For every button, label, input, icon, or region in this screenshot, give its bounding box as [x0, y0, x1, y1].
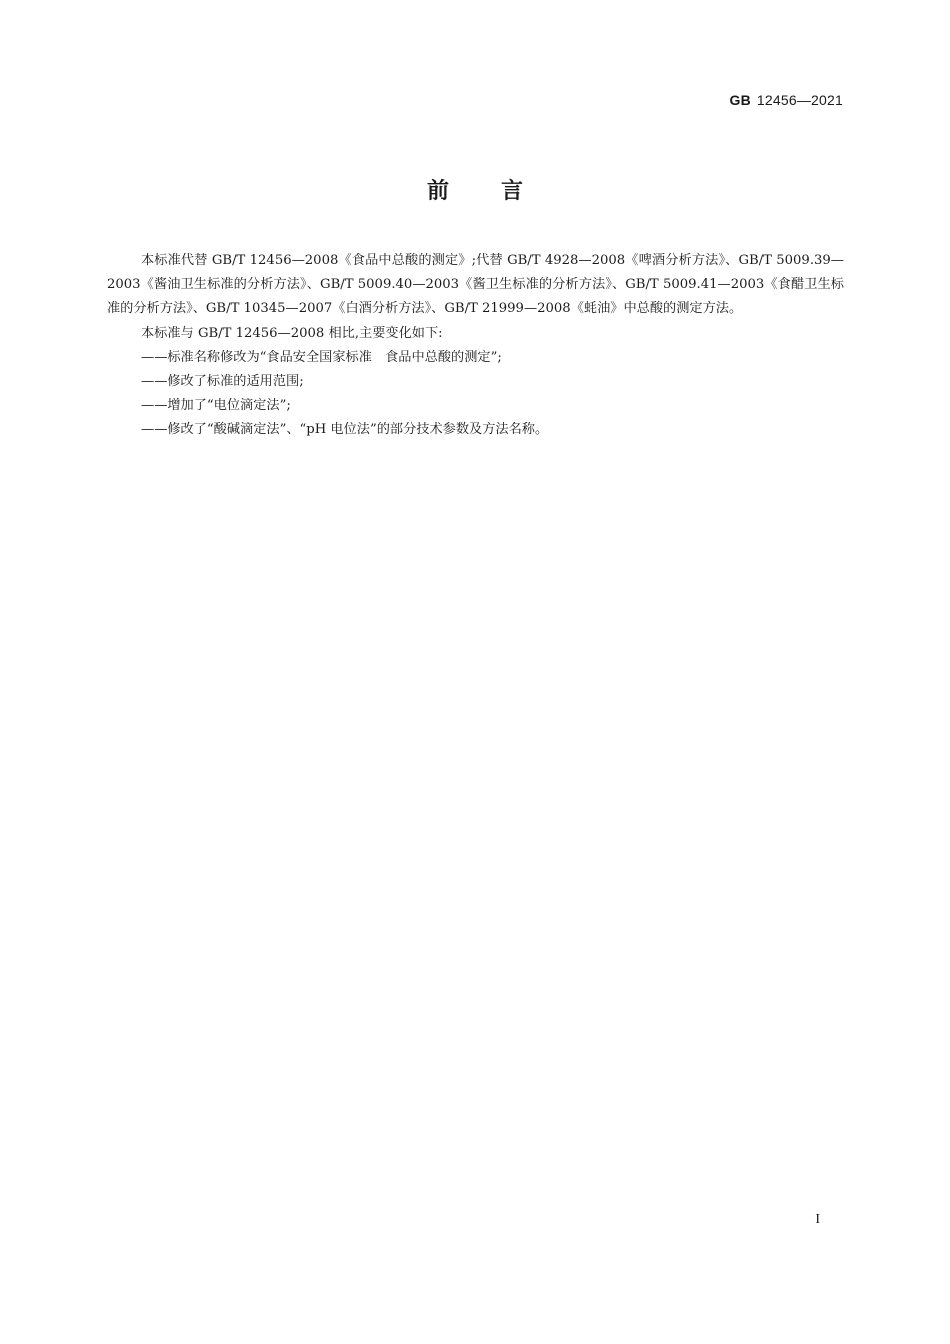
standard-code: 12456—2021: [756, 92, 843, 108]
preface-body: [107, 249, 844, 443]
change-item: ——增加了“电位滴定法”;: [141, 398, 291, 414]
replacement-paragraph: 本标准代替 GB/T 12456—2008《食品中总酸的测定》;代替 GB/T 4928—2008《啤酒分析方法》、GB/T 5009.39—2003《酱油卫生标准的分析方法》、GB/T 5009.40—2003《酱卫生标准的分析方法》、GB/T 5009.41—2003《食醋卫生标准的分析方法》、GB/T 10345—2007《白酒分析方法》、GB/T 21999—2008《蚝油》中总酸的测定方法。: [107, 253, 844, 317]
change-item: ——标准名称修改为“食品安全国家标准 食品中总酸的测定”;: [141, 349, 502, 365]
changes-intro-paragraph: 本标准与 GB/T 12456—2008 相比,主要变化如下:: [141, 325, 443, 341]
page-number: I: [815, 1212, 820, 1227]
change-item: ——修改了标准的适用范围;: [141, 374, 304, 390]
change-item: ——修改了“酸碱滴定法”、“pH 电位法”的部分技术参数及方法名称。: [141, 422, 549, 438]
page-title: 前言: [426, 179, 575, 204]
standard-number: [730, 92, 843, 108]
standard-prefix: GB: [729, 92, 751, 108]
